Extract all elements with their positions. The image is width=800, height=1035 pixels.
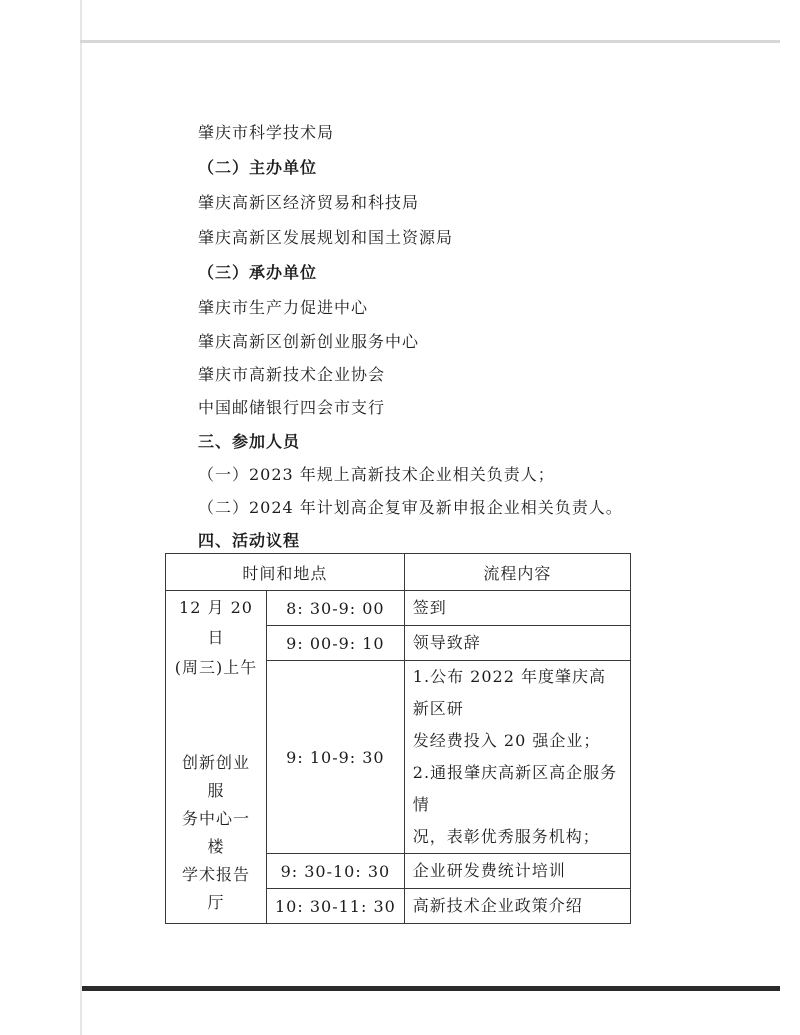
text-line: （一）2023 年规上高新技术企业相关负责人； (198, 465, 555, 484)
date-line: (周三)上午 (174, 658, 258, 677)
content-line: 发经费投入 20 强企业； (412, 731, 601, 750)
subsection-heading: （三）承办单位 (198, 263, 318, 282)
time-cell: 9: 10-9: 30 (267, 661, 405, 854)
text-line: 肇庆高新区创新创业服务中心 (198, 332, 420, 351)
location-line: 学术报告厅 (181, 865, 250, 912)
header-time-place: 时间和地点 (166, 554, 405, 591)
subsection-heading: （二）主办单位 (198, 158, 318, 177)
table-header-row (166, 554, 631, 591)
content-line: 2.通报肇庆高新区高企服务情 (412, 763, 618, 814)
content-cell: 企业研发费统计培训 (404, 854, 630, 889)
text-line: 肇庆市高新技术企业协会 (198, 365, 386, 384)
content-line: 1.公布 2022 年度肇庆高新区研 (412, 667, 606, 718)
time-cell: 9: 30-10: 30 (267, 854, 405, 889)
text-line: 肇庆高新区发展规划和国土资源局 (198, 228, 454, 247)
location-line: 创新创业服 (181, 753, 250, 800)
section-heading: 三、参加人员 (198, 432, 301, 451)
content-line: 况，表彰优秀服务机构； (412, 827, 600, 846)
scan-edge-bottom (82, 986, 780, 991)
content-cell (404, 661, 630, 854)
text-line: （二）2024 年计划高企复审及新申报企业相关负责人。 (198, 498, 623, 517)
date-text (174, 593, 258, 683)
content-cell: 签到 (404, 591, 630, 626)
date-location-cell (166, 591, 267, 924)
time-cell: 9: 00-9: 10 (267, 626, 405, 661)
text-line: 中国邮储银行四会市支行 (198, 398, 386, 417)
content-cell: 高新技术企业政策介绍 (404, 889, 630, 924)
text-line: 肇庆高新区经济贸易和科技局 (198, 193, 420, 212)
scan-edge-top (80, 40, 780, 43)
agenda-table (165, 553, 631, 924)
section-heading: 四、活动议程 (198, 531, 301, 550)
time-cell: 10: 30-11: 30 (267, 889, 405, 924)
header-content: 流程内容 (404, 554, 630, 591)
page-edge-left (80, 0, 82, 1035)
table-row (166, 591, 631, 626)
location-line: 务中心一楼 (181, 809, 250, 856)
time-cell: 8: 30-9: 00 (267, 591, 405, 626)
content-cell: 领导致辞 (404, 626, 630, 661)
text-line: 肇庆市生产力促进中心 (198, 298, 369, 317)
date-line: 12 月 20 日 (179, 598, 253, 647)
text-line: 肇庆市科学技术局 (198, 123, 335, 142)
location-text (174, 749, 258, 917)
